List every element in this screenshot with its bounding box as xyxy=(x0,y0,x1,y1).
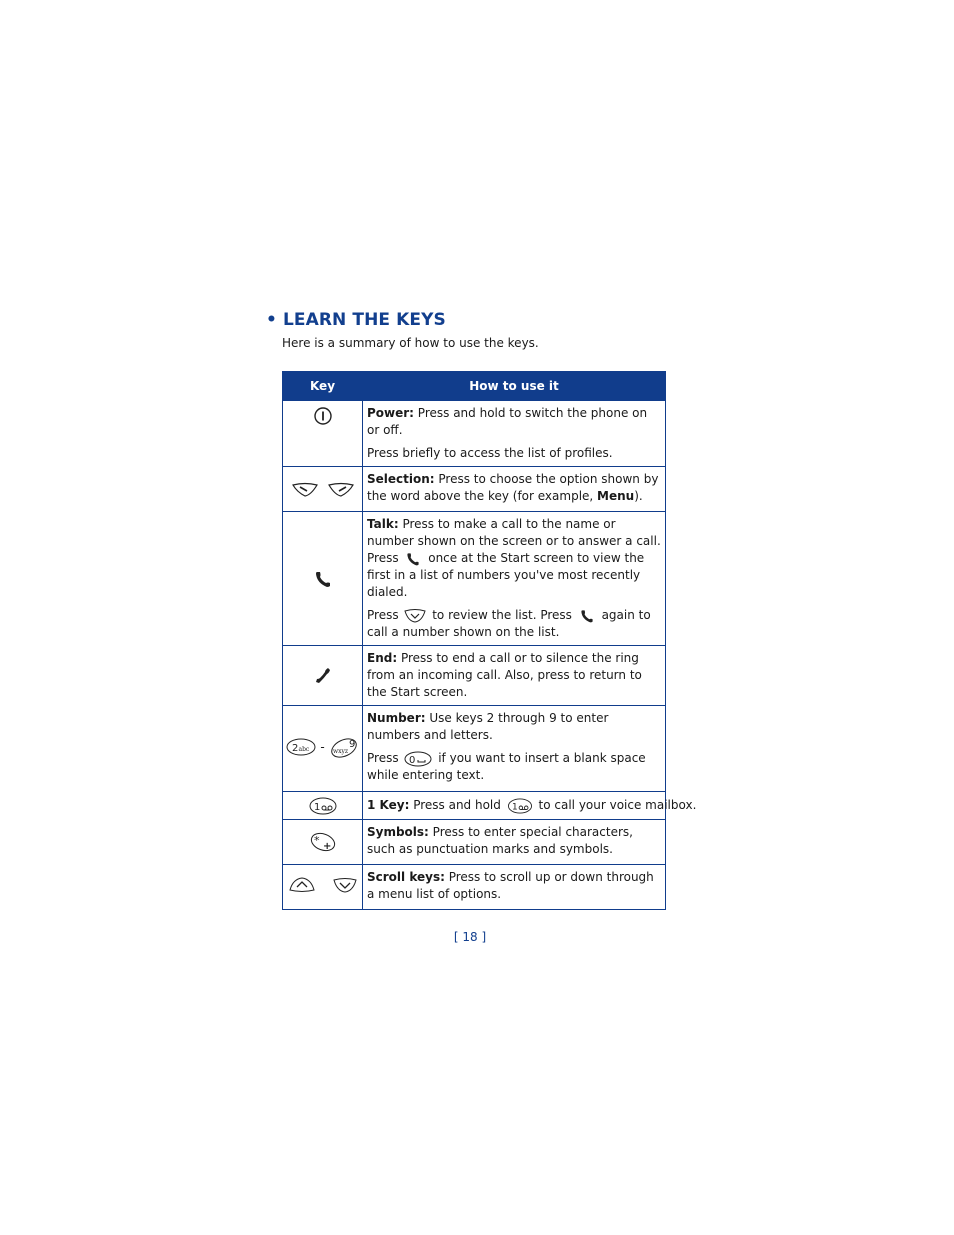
zero-key-icon xyxy=(404,751,432,767)
row-label: Power: xyxy=(367,406,414,420)
row-label: Symbols: xyxy=(367,825,429,839)
key-cell xyxy=(283,820,363,865)
table-row xyxy=(283,865,666,910)
table-row xyxy=(283,401,666,467)
selection-keys-icon xyxy=(291,480,355,498)
end-key-icon xyxy=(313,666,333,686)
key-cell xyxy=(283,401,363,467)
star-key-icon xyxy=(309,832,337,852)
scroll-up-icon xyxy=(289,877,315,893)
table-row xyxy=(283,706,666,792)
talk-key-icon xyxy=(578,608,596,624)
row-text: Press to choose the option shown by the word above the key (for example, xyxy=(367,472,659,503)
row-text: Use keys 2 through 9 to enter numbers and letters. xyxy=(367,711,609,742)
header-how-to-use: How to use it xyxy=(363,372,666,401)
scroll-down-icon xyxy=(404,609,426,623)
description-cell xyxy=(363,706,666,792)
description-cell xyxy=(363,865,666,910)
description-cell xyxy=(363,512,666,646)
table-header-row xyxy=(283,372,666,401)
key-9-digit: 9 xyxy=(348,739,356,750)
table-row xyxy=(283,646,666,706)
description-paragraph xyxy=(367,445,662,462)
key-9-icon xyxy=(329,736,359,758)
key-2-icon xyxy=(286,738,316,756)
description-paragraph xyxy=(367,750,662,784)
key-2-letters: abc xyxy=(298,746,310,753)
description-cell xyxy=(363,792,697,820)
description-paragraph xyxy=(367,607,662,641)
one-key-icon xyxy=(309,797,337,815)
svg-text:*: * xyxy=(313,834,319,847)
row-text: again to call a number shown on the list. xyxy=(367,608,651,639)
row-text: to call your voice mailbox. xyxy=(534,798,697,812)
row-text: Press briefly to access the list of profiles. xyxy=(367,446,613,460)
scroll-down-icon xyxy=(333,877,357,893)
page-number: [ 18 ] xyxy=(453,930,487,944)
description-paragraph xyxy=(367,405,662,439)
key-cell xyxy=(283,512,363,646)
description-cell xyxy=(363,820,666,865)
row-text: Press and hold xyxy=(409,798,505,812)
description-paragraph xyxy=(367,869,662,903)
header-key: Key xyxy=(283,372,363,401)
row-label: Number: xyxy=(367,711,426,725)
table-row xyxy=(283,820,666,865)
description-paragraph xyxy=(367,824,662,858)
section-title: LEARN THE KEYS xyxy=(282,310,446,330)
scroll-keys-icon xyxy=(289,877,357,893)
row-text: Press and hold to switch the phone on or off. xyxy=(367,406,648,437)
svg-text:+: + xyxy=(322,841,331,852)
zero-key-digit: 0 xyxy=(409,754,416,766)
description-paragraph xyxy=(367,797,697,814)
description-paragraph xyxy=(367,471,662,505)
key-cell xyxy=(283,792,363,820)
row-text: Press to make a call to the name or number shown on the screen or to answer a call. Press xyxy=(367,517,661,565)
key-range-separator: - xyxy=(320,739,325,754)
row-text: if you want to insert a blank space while entering text. xyxy=(367,751,646,782)
key-2-digit: 2 xyxy=(292,743,299,754)
keys-table xyxy=(282,371,697,910)
row-text: Press to scroll up or down through a menu list of options. xyxy=(367,870,654,901)
description-cell xyxy=(363,646,666,706)
key-cell xyxy=(283,467,363,512)
row-text: Press xyxy=(367,608,403,622)
menu-word: Menu xyxy=(597,489,635,503)
talk-key-icon xyxy=(404,551,422,567)
row-label: Scroll keys: xyxy=(367,870,445,884)
one-key-digit: 1 xyxy=(511,802,518,813)
description-cell xyxy=(363,401,666,467)
description-paragraph xyxy=(367,710,662,744)
row-label: End: xyxy=(367,651,398,665)
key-cell xyxy=(283,706,363,792)
table-row xyxy=(283,512,666,646)
talk-key-icon xyxy=(313,569,333,589)
row-text: to review the list. Press xyxy=(428,608,576,622)
section-heading xyxy=(266,310,446,330)
row-label: Selection: xyxy=(367,472,435,486)
row-text: Press to enter special characters, such as punctuation marks and symbols. xyxy=(367,825,633,856)
row-text: Press to end a call or to silence the ring from an incoming call. Also, press to return to the Start screen. xyxy=(367,651,642,699)
row-label: 1 Key: xyxy=(367,798,410,812)
power-key-icon xyxy=(313,406,333,426)
one-key-digit: 1 xyxy=(313,801,320,813)
row-text: once at the Start screen to view the first in a list of numbers you've most recently dialed. xyxy=(367,551,645,599)
table-row xyxy=(283,792,666,820)
description-paragraph xyxy=(367,516,662,601)
description-paragraph xyxy=(367,650,662,701)
key-cell xyxy=(283,646,363,706)
one-key-icon xyxy=(507,798,533,814)
row-text: Press xyxy=(367,751,403,765)
key-cell xyxy=(283,865,363,910)
heading-bullet: • xyxy=(266,310,277,330)
row-text-end: ). xyxy=(634,489,643,503)
row-label: Talk: xyxy=(367,517,399,531)
section-intro: Here is a summary of how to use the keys. xyxy=(282,336,539,350)
number-keys-icon xyxy=(286,736,358,758)
key-9-letters: wxyz xyxy=(332,748,348,755)
table-row xyxy=(283,467,666,512)
description-cell xyxy=(363,467,666,512)
